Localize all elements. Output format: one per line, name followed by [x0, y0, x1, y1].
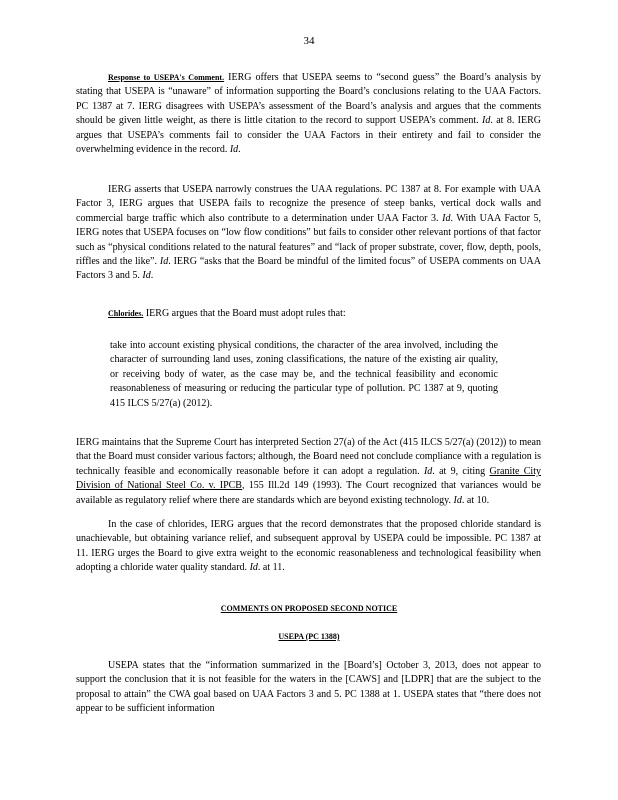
paragraph-chlorides: Chlorides. IERG argues that the Board must adopt rules that:: [108, 308, 346, 319]
paragraph-response-to-usepa: Response to USEPA's Comment. IERG offers that USEPA seems to “second guess” the Board’s analysis by stating that USEPA is “unaware” of information supporting the Board’s conclusions relating to the UAA Factors. PC 1387 at 7. IERG disagrees with USEPA’s assessment of the Board’s analysis and argues that the comments should be given little weight, as there is little citation to the record to support USEPA’s comment. Id. at 8. IERG argues that USEPA’s comments fail to consider the UAA Factors in their entirety and fail to consider the overwhelming evidence in the record. Id.: [76, 72, 542, 156]
heading-comments-second-notice: COMMENTS ON PROPOSED SECOND NOTICE: [220, 604, 398, 613]
paragraph-usepa-states: USEPA states that the “information summarized in the [Board’s] October 3, 2013, does not appear to support the conclusion that it is not feasible for the waters in the [CAWS] and [LDPR] that are the subject to the proposal to attain” the CWA goal based on UAA Factors 3 and 5. PC 1388 at 1. USEPA states that “there does not appear to be sufficient information: [76, 660, 541, 715]
section-heading-response: Response to USEPA's Comment.: [108, 73, 225, 82]
paragraph-case-of-chlorides: In the case of chlorides, IERG argues that the record demonstrates that the proposed chloride standard is unachievable, but obtaining variance relief, and subsequent approval by USEPA could be impossible. PC 1387 at 11. IERG urges the Board to give extra weight to the economic reasonableness and technological feasibility when adopting a chloride water quality standard. Id. at 11.: [76, 519, 541, 574]
page-number: 34: [303, 35, 315, 47]
block-quote-415-ilcs: take into account existing physical conditions, the character of the area involved, including the character of surrounding land uses, zoning classifications, the nature of the existing air quality, or receiving body of water, as the case may be, and the technical feasibility and economic reasonableness of measuring or reducing the particular type of pollution. PC 1387 at 9, quoting 415 ILCS 5/27(a) (2012).: [110, 340, 498, 409]
paragraph-supreme-court: IERG maintains that the Supreme Court has interpreted Section 27(a) of the Act (415 ILCS 5/27(a) (2012)) to mean that the Board must consider various factors; although, the Board need not conclude compliance with a regulation is technically feasible and economically reasonable before it can adopt a regulation. Id. at 9, citing Granite City Division of National Steel Co. v. IPCB, 155 Ill.2d 149 (1993). The Court recognized that variances would be available as regulatory relief where there are standards which are beyond existing technology. Id. at 10.: [76, 437, 541, 506]
case-citation: Granite City Division of National Steel Co. v. IPCB: [76, 465, 541, 492]
paragraph-ierg-asserts: IERG asserts that USEPA narrowly construes the UAA regulations. PC 1387 at 8. For example with UAA Factor 3, IERG argues that USEPA fails to recognize the presence of steep banks, vertical dock walls and commercial barge traffic which also contribute to a determination under UAA Factor 3. Id. With UAA Factor 5, IERG notes that USEPA focuses on “low flow conditions” but fails to consider other relevant portions of that factor such as “physical conditions related to the natural features” and “lack of proper substrate, cover, flow, depth, pools, riffles and the like”. Id. IERG “asks that the Board be mindful of the limited focus” of USEPA comments on UAA Factors 3 and 5. Id.: [76, 184, 541, 282]
section-heading-chlorides: Chlorides.: [108, 309, 144, 318]
heading-usepa-pc-1388: USEPA (PC 1388): [278, 632, 340, 641]
